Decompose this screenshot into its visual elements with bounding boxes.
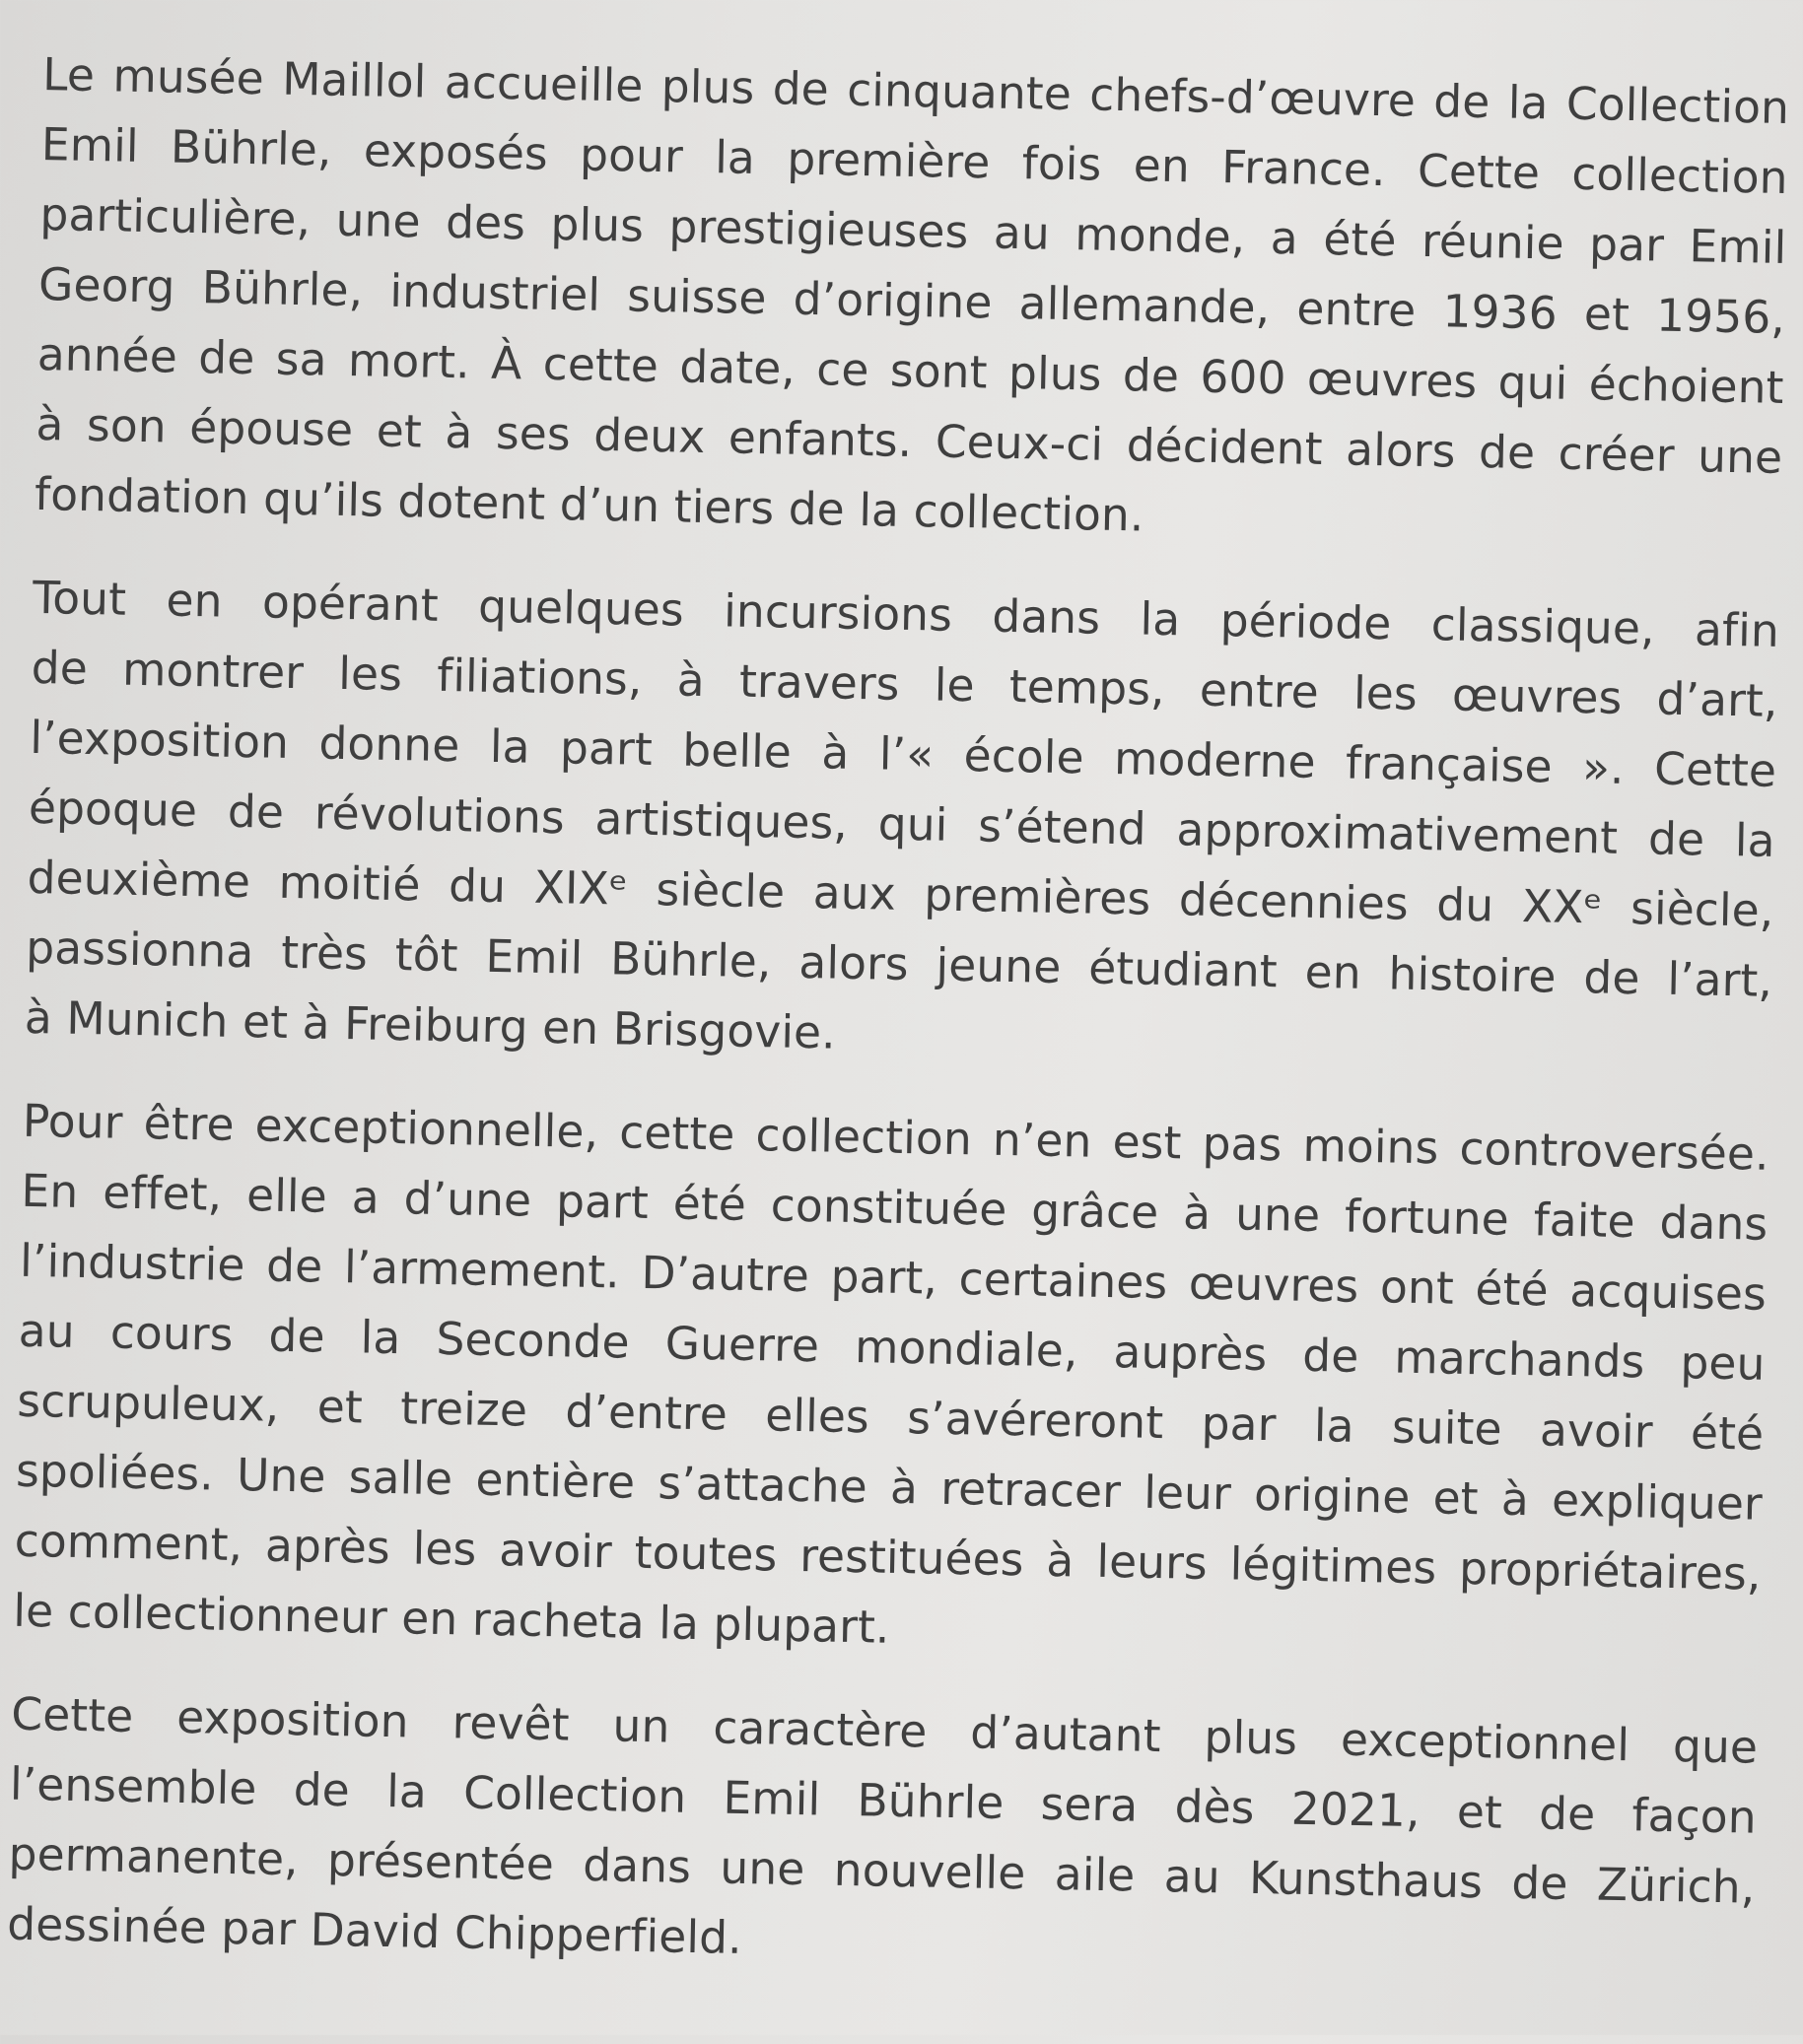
paragraph-line: deuxième moitié du XIXᵉ siècle aux premières décennies du XXᵉ siècle,: [27, 851, 1774, 937]
paragraph-line: comment, après les avoir toutes restituées à leurs légitimes propriétaires,: [14, 1514, 1762, 1601]
paragraph-3: [13, 1086, 1770, 1679]
paragraph-4: [7, 1679, 1759, 1993]
paragraph-line: Tout en opérant quelques incursions dans la période classique, afin: [32, 571, 1780, 657]
paragraph-line: le collectionneur en racheta la plupart.: [12, 1584, 891, 1654]
paragraph-line: fondation qu’ils dotent d’un tiers de la collection.: [34, 467, 1144, 542]
paragraph-line: Pour être exceptionnelle, cette collection n’en est pas moins controversée.: [22, 1094, 1770, 1181]
paragraph-line: spoliées. Une salle entière s’attache à retracer leur origine et à expliquer: [15, 1444, 1764, 1531]
paragraph-line: l’industrie de l’armement. D’autre part, certaines œuvres ont été acquises: [19, 1234, 1768, 1321]
paragraph-line: l’exposition donne la part belle à l’« école moderne française ». Cette: [29, 711, 1777, 797]
paragraph-line: Emil Bührle, exposés pour la première fois en France. Cette collection: [40, 117, 1789, 204]
paragraph-line: de montrer les filiations, à travers le temps, entre les œuvres d’art,: [31, 641, 1778, 727]
paragraph-line: passionna très tôt Emil Bührle, alors jeune étudiant en histoire de l’art,: [25, 920, 1773, 1007]
paragraph-line: année de sa mort. À cette date, ce sont plus de 600 œuvres qui échoient: [36, 327, 1785, 414]
paragraph-line: dessinée par David Chipperfield.: [6, 1897, 743, 1964]
paragraph-line: époque de révolutions artistiques, qui s’étend approximativement de la: [28, 781, 1776, 867]
paragraph-line: l’ensemble de la Collection Emil Bührle sera dès 2021, et de façon: [9, 1757, 1758, 1844]
text-panel: [6, 39, 1790, 2044]
paragraph-line: En effet, elle a d’une part été constituée grâce à une fortune faite dans: [21, 1164, 1768, 1251]
paragraph-line: Le musée Maillol accueille plus de cinquante chefs-d’œuvre de la Collection: [41, 47, 1790, 135]
paragraph-line: à son épouse et à ses deux enfants. Ceux-ci décident alors de créer une: [35, 397, 1783, 484]
paragraph-line: scrupuleux, et treize d’entre elles s’avéreront par la suite avoir été: [16, 1374, 1765, 1461]
paragraph-line: à Munich et à Freiburg en Brisgovie.: [24, 990, 837, 1059]
paragraph-line: permanente, présentée dans une nouvelle aile au Kunsthaus de Zürich,: [8, 1827, 1756, 1914]
paragraph-line: Cette exposition revêt un caractère d’autant plus exceptionnel que: [10, 1687, 1759, 1774]
paragraph-1: [34, 39, 1789, 563]
paragraph-2: [24, 563, 1779, 1086]
paragraph-line: particulière, une des plus prestigieuses au monde, a été réunie par Emil: [39, 187, 1787, 274]
paragraph-line: au cours de la Seconde Guerre mondiale, auprès de marchands peu: [18, 1304, 1767, 1391]
paragraph-line: Georg Bührle, industriel suisse d’origine allemande, entre 1936 et 1956,: [37, 257, 1786, 344]
